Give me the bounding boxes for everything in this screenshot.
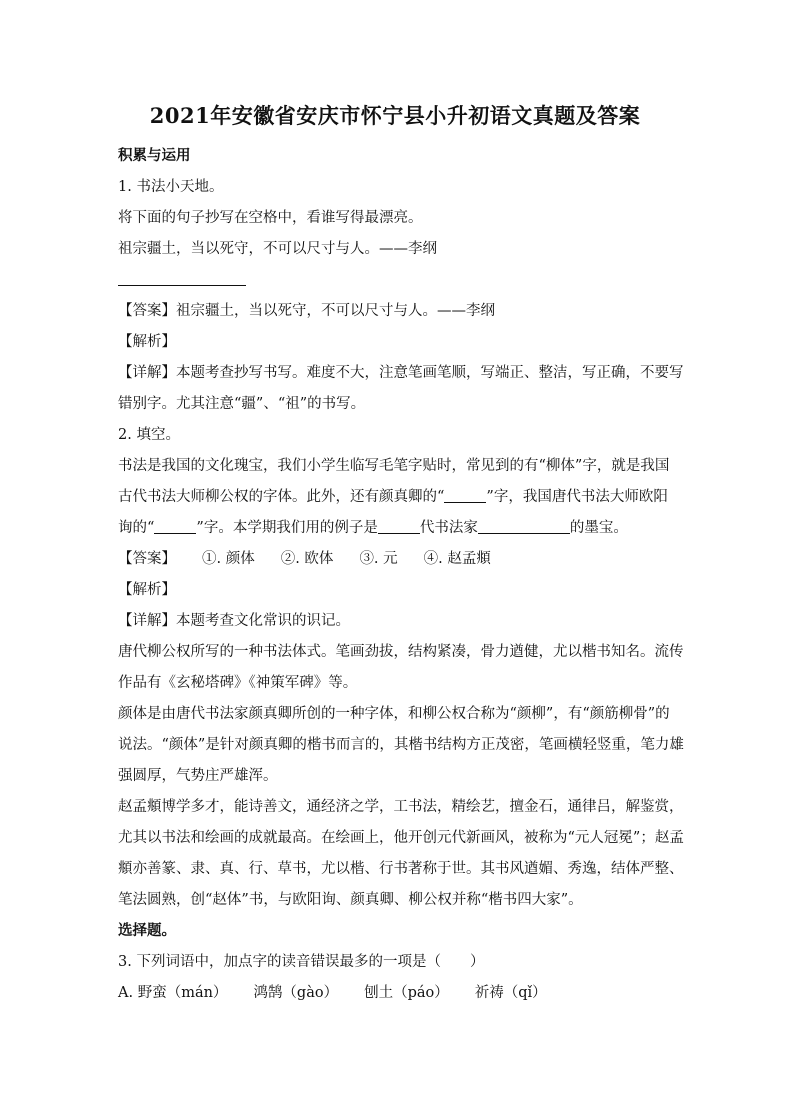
fill-blank-1 [444, 488, 486, 503]
q2-text-1: 书法是我国的文化瑰宝，我们小学生临写毛笔字贴时，常见到的有“柳体”字，就是我国 [118, 458, 670, 474]
answer-tag: 【答案】 [118, 303, 176, 319]
q2-answer [118, 549, 678, 569]
fill-blank-4 [478, 519, 570, 534]
q2-para-zhao-2: 尤其以书法和绘画的成就最高。在绘画上，他开创元代新画风，被称为“元人冠冕”；赵孟 [118, 830, 684, 846]
page-title: 2021年安徽省安庆市怀宁县小升初语文真题及答案 [149, 103, 641, 128]
q3-prompt: 3. 下列词语中，加点字的读音错误最多的一项是（ ） [118, 954, 485, 970]
q1-answer-blank-line [118, 285, 246, 286]
q2-para-yan-1: 颜体是由唐代书法家颜真卿所创的一种字体，和柳公权合称为“颜柳”，有“颜筋柳骨”的 [118, 706, 670, 722]
detail-text: 本题考查抄写书写。难度不大，注意笔画笔顺，写端正、整洁，写正确，不要写 [176, 365, 684, 381]
q2-text-3 [118, 518, 678, 538]
q3-option-a-item-2: 鸿鹄（gào） [253, 985, 339, 1001]
q2-para-yan-3: 强圆厚，气势庄严雄浑。 [118, 768, 278, 784]
q2-para-zhao-1: 赵孟頫博学多才，能诗善文，通经济之学，工书法，精绘艺，擅金石，通律吕，解鉴赏， [118, 799, 684, 815]
answer-4: ④. 赵孟頫 [423, 551, 491, 567]
detail-text: 本题考查文化常识的识记。 [176, 613, 350, 629]
q2-text-3b: ”字。本学期我们用的例子是 [196, 520, 378, 536]
answer-tag: 【答案】 [118, 551, 176, 567]
q1-source-sentence: 祖宗疆土，当以死守，不可以尺寸与人。——李纲 [118, 241, 437, 257]
answer-3: ③. 元 [359, 551, 398, 567]
answer-1: ①. 颜体 [202, 551, 255, 567]
q3-option-a [118, 983, 678, 1003]
q2-text-2a: 古代书法大师柳公权的字体。此外，还有颜真卿的“ [118, 489, 445, 505]
section-heading-accumulation: 积累与运用 [118, 147, 191, 164]
q2-text-2b: ”字，我国唐代书法大师欧阳 [486, 489, 668, 505]
q2-detail-1 [118, 611, 678, 631]
q1-detail-2: 错别字。尤其注意“疆”、“祖”的书写。 [118, 396, 366, 412]
fill-blank-2 [154, 519, 196, 534]
q3-option-a-item-4: 祈祷（qǐ） [474, 985, 547, 1001]
q2-para-liu-1: 唐代柳公权所写的一种书法体式。笔画劲拔，结构紧凑，骨力遒健，尤以楷书知名。流传 [118, 644, 684, 660]
q2-prompt: 2. 填空。 [118, 427, 180, 443]
q3-option-a-item-1: A. 野蛮（mán） [118, 985, 228, 1001]
q2-text-3d: 的墨宝。 [569, 520, 628, 536]
q2-para-yan-2: 说法。“颜体”是针对颜真卿的楷书而言的，其楷书结构方正茂密，笔画横轻竖重，笔力雄 [118, 737, 684, 753]
answer-text: 祖宗疆土，当以死守，不可以尺寸与人。——李纲 [176, 303, 495, 319]
q2-text-3c: 代书法家 [419, 520, 478, 536]
q1-analysis-tag: 【解析】 [118, 334, 176, 350]
q2-text-3a: 询的“ [118, 520, 155, 536]
q2-text-2 [118, 487, 678, 507]
q2-analysis-tag: 【解析】 [118, 582, 176, 598]
fill-blank-3 [378, 519, 420, 534]
q3-option-a-item-3: 刨土（páo） [364, 985, 449, 1001]
q1-detail-1 [118, 363, 684, 383]
q1-prompt: 1. 书法小天地。 [118, 179, 224, 195]
section-heading-choice: 选择题。 [118, 922, 176, 939]
detail-tag: 【详解】 [118, 613, 176, 629]
q2-para-zhao-3: 頫亦善篆、隶、真、行、草书，尤以楷、行书著称于世。其书风遒媚、秀逸，结体严整、 [118, 861, 684, 877]
answer-2: ②. 欧体 [280, 551, 334, 567]
detail-tag: 【详解】 [118, 365, 176, 381]
q2-para-liu-2: 作品有《玄秘塔碑》《神策军碑》等。 [118, 675, 358, 691]
q1-instruction: 将下面的句子抄写在空格中，看谁写得最漂亮。 [118, 210, 423, 226]
q2-para-zhao-4: 笔法圆熟，创“赵体”书，与欧阳询、颜真卿、柳公权并称“楷书四大家”。 [118, 892, 583, 908]
q1-answer [118, 301, 678, 321]
